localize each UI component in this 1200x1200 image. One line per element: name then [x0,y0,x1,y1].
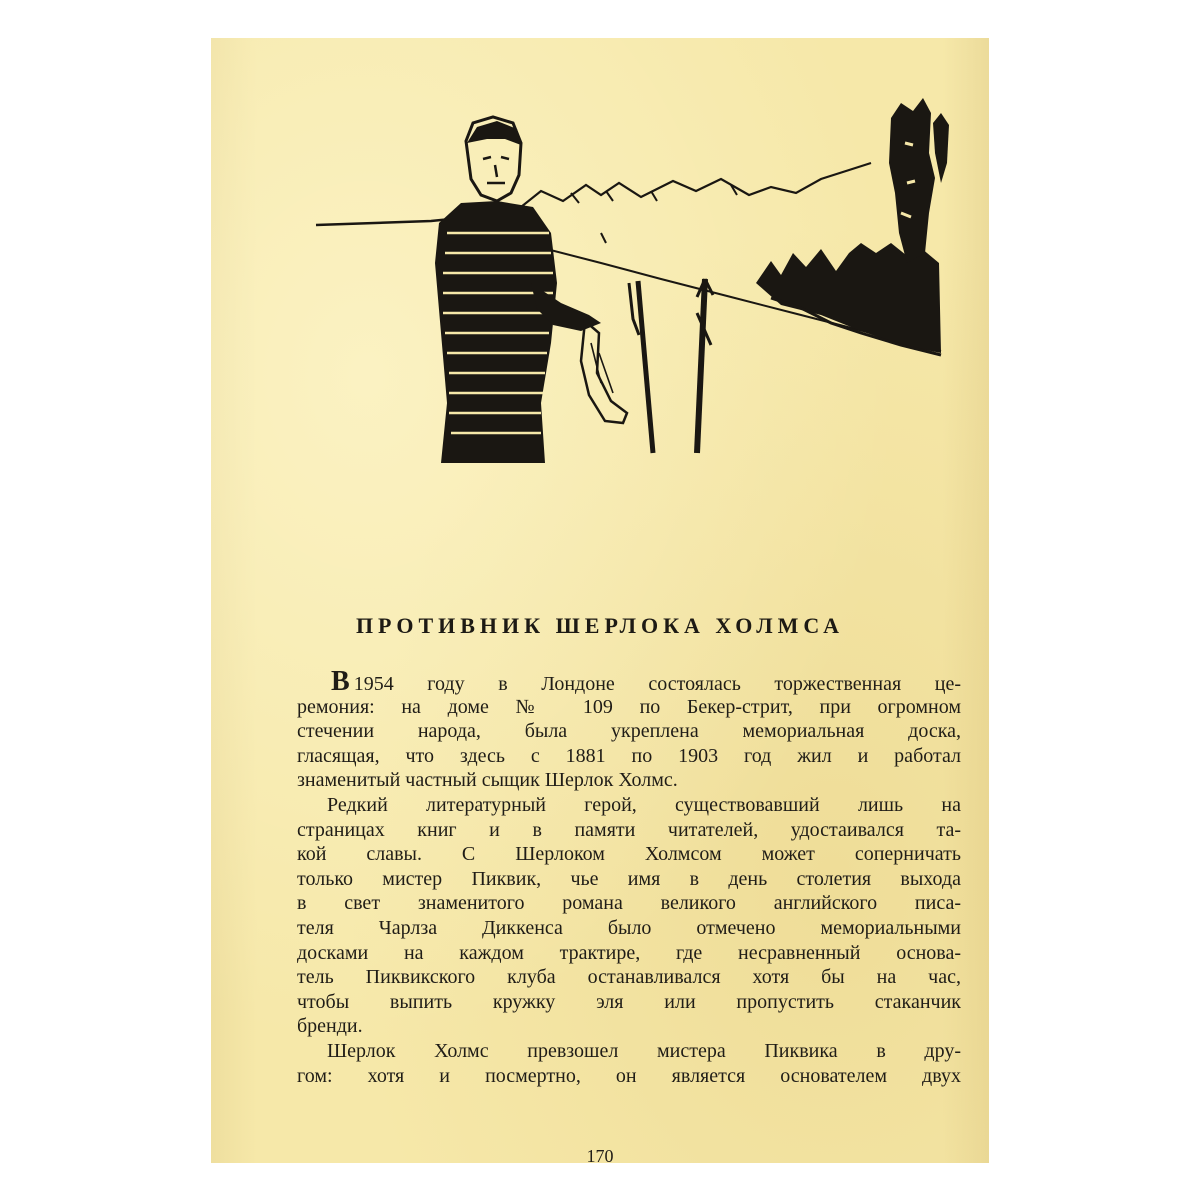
drop-cap: В [331,666,350,697]
line-text: 1954 году в Лондоне состоялась торжественная це- [353,673,961,695]
text-line: Шерлок Холмс превзошел мистера Пиквика в дру- [327,1039,961,1062]
text-line: тель Пиквикского клуба останавливался хотя бы на час, [297,966,961,989]
text-line: чтобы выпить кружку эля или пропустить стаканчик [297,990,961,1013]
text-line: ремония: на доме № 109 по Бекер-стрит, при огромном [297,695,961,718]
illustration-mountaineer [301,83,961,463]
text-line: только мистер Пиквик, чье имя в день столетия выхода [297,867,961,890]
book-page [211,38,989,1166]
text-line: кой славы. С Шерлоком Холмсом может соперничать [297,843,961,866]
text-line: теля Чарлза Диккенса было отмечено мемориальными [297,916,961,939]
page-number: 170 [586,1146,614,1166]
text-line: досками на каждом трактире, где несравненный основа- [297,941,961,964]
text-line: гласящая, что здесь с 1881 по 1903 год жил и работал [297,744,961,767]
body-text [297,666,961,1088]
text-line: в свет знаменитого романа великого английского писа- [297,892,961,915]
text-line: стечении народа, была укреплена мемориальная доска, [297,720,961,743]
text-line: страницах книг и в памяти читателей, удостаивался та- [297,818,961,841]
text-line: бренди. [297,1015,363,1038]
text-line [297,666,961,697]
text-line: знаменитый частный сыщик Шерлок Холмс. [297,769,678,792]
text-line: Редкий литературный герой, существовавший лишь на [327,793,961,816]
text-line: гом: хотя и посмертно, он является основателем двух [297,1064,961,1087]
chapter-title: ПРОТИВНИК ШЕРЛОКА ХОЛМСА [355,613,845,638]
